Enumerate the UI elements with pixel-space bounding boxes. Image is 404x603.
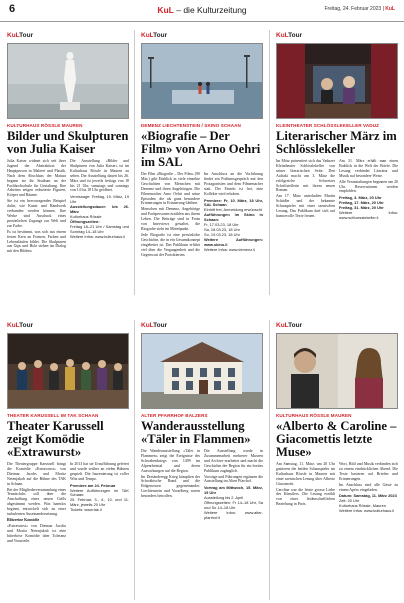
info-line: Sa, 18.03.23, 18 Uhr — [204, 226, 240, 232]
issue-date: Freitag, 24. Februar 2023 | KuL — [324, 6, 395, 12]
paragraph: Die Ausstellung wurde in Zusammenarbeit mehrerer Museen und Archive erarbeitet und macht die Geschichte der Region für ein breites Publikum zugänglich. — [204, 449, 263, 473]
kicker-tour: Tour — [19, 322, 34, 329]
kicker-tour: Tour — [19, 32, 34, 39]
column-divider — [269, 320, 270, 600]
info-line: Ausstellungsdauer: bis 26. März — [70, 204, 129, 215]
kicker-brand: KuL — [141, 32, 154, 39]
body-column — [141, 449, 200, 521]
info-line: Premiere: Fr, 10. März, 18 Uhr, SAL Schaan — [204, 197, 263, 208]
article-theater-karussell — [7, 322, 129, 545]
body-column — [70, 462, 129, 545]
kul-tour-kicker — [141, 32, 263, 41]
pfarrhof-building-photo — [141, 333, 263, 409]
page-number: 6 — [9, 3, 16, 15]
article-overline: KULTURHAUS RÖSSLE MAUREN — [7, 123, 83, 128]
kicker-brand: KuL — [276, 32, 289, 39]
stage-photo — [276, 43, 398, 119]
sculpture-photo — [7, 43, 129, 119]
info-link[interactable]: Weitere Infos: www.demenz.li — [204, 246, 255, 252]
article-headline: «Alberto & Caroline – Giacomettis letzte Muse» — [276, 419, 397, 459]
paragraph: Jede Biografie ist eine persönliche Geschichte, die in ein Gesamtkonzept eingebettet ist. Das Publikum erfährt viel über die Vergangenheit und die Gegenwart der Porträtierten. — [141, 232, 200, 257]
paragraph: Bei der Mitgliederversammlung eines Tennisclubs soll über die Anschaffung eines neuen Grills abgestimmt werden. Was harmlos beginnt, entwickelt sich zu einer turbulenten Auseinandersetzung. — [7, 487, 66, 517]
paragraph: Im Dreiänderegg Krieg kämpften der Schwäbische Bund und die Eidgenossen gegeneinander. Liechtenstein und Vorarlberg waren besonders betroffen. — [141, 474, 200, 499]
event-info — [204, 199, 263, 253]
paragraph: Am 17. März unterhalten Martin Schädler und der bekannte Schauspieler mit einer szenischen Lesung. Das Publikum darf sich auf humorvolle Texte freuen. — [276, 194, 335, 218]
info-line: Aufführungen im Skino in Schaan: — [204, 212, 263, 223]
film-still-photo — [141, 43, 263, 119]
kul-tour-kicker — [7, 322, 129, 331]
paragraph: Am 31. März erhält man einen Einblick in die Welt der Briefe. Die Lesung verbindet Literatur und Musik auf besondere Weise. — [339, 159, 398, 178]
body-column — [70, 159, 129, 255]
body-column — [339, 159, 398, 221]
info-link[interactable]: Weitere Infos: www.kulturhaus.li — [70, 233, 126, 239]
article-alberto-caroline — [276, 322, 398, 514]
body-column — [204, 449, 263, 521]
body-column — [339, 462, 398, 514]
info-line: Eintritt frei, Anmeldung erwünscht — [204, 207, 262, 213]
info-link[interactable]: Weitere Infos: www.schloesslekeller.li — [339, 210, 398, 220]
paragraph: Alle Veranstaltungen beginnen um 20 Uhr. Reservationen werden empfohlen. — [339, 179, 398, 194]
body-column — [7, 159, 66, 255]
info-line: Öffnungszeiten: Fr 14–18 Uhr, Sa und So 14–18 Uhr — [204, 500, 263, 510]
info-line: Kulturhaus Rössle, Mauren — [339, 503, 386, 509]
info-line: Vortrag am Mittwoch, 15. März, 19 Uhr — [204, 485, 263, 496]
paragraph: In 2013 hat sie Uraufführung gefeiert und wurde seither an vielen Bühnen gespielt. Die Inszenierung ist voller Witz und Tempo. — [70, 462, 129, 481]
article-headline: «Biografie – Der Film» von Arno Oehri im SAL — [141, 129, 261, 169]
article-overline: KLEINTHEATER SCHLÖSSLEKELLER VADUZ — [276, 123, 380, 128]
article-body — [7, 462, 129, 545]
body-column — [276, 462, 335, 514]
body-column — [7, 462, 66, 545]
subheading: Blitzreine Komödie — [7, 517, 40, 522]
paragraph: «Extrawurst» von Dietmar Jacobs und Moritz Netenjakob ist eine bitterböse Komödie über Toleranz und Vorurteile. — [7, 523, 66, 543]
kicker-brand: KuL — [7, 322, 20, 329]
kicker-brand: KuL — [276, 322, 289, 329]
article-overline: KULTURHAUS RÖSSLE MAUREN — [276, 413, 352, 418]
paragraph: Die Theatergruppe Karussell bringt die Komödie «Extrawurst» von Dietmar Jacobs und Moritz Netenjakob auf die Bühne des TAK in Schaan. — [7, 462, 66, 486]
info-link[interactable]: Tickets: www.tak.li — [70, 507, 102, 513]
event-info — [339, 196, 398, 221]
info-line: Öffnungszeiten: — [70, 218, 100, 224]
info-line: Weitere Aufführungen im TAK Schaan: — [70, 487, 129, 498]
event-info — [70, 195, 129, 239]
info-line: Freitag, 31. März, 20 Uhr — [339, 205, 384, 211]
paragraph: Julia Kaiser widmet sich seit ihrer Jugend der Abstraktion der Hauptperson in Malerei und Plastik. Nach dem Abschluss der Matura begann sie ihr Studium an der Fachhochschule für Gestaltung. Ihre Arbeiten zeigen reduzierte Figuren, Körper und Räume. — [7, 159, 66, 198]
theater-ensemble-photo — [7, 333, 129, 409]
paragraph: Die Wanderausstellung «Täler in Flammen» zeigt die Ereignisse des Schwabenkriegs von 1499 im Alpenrheintal und deren Auswirkungen auf die Region. — [141, 449, 200, 473]
article-julia-kaiser — [7, 32, 129, 255]
paragraph: Im März präsentiert sich das Vaduzer Kleintheater Schlösslekeller von seiner literarischen Seite. Den Auftakt macht am 3. März die erfolgreiche Schweizer Schriftstellerin mit ihrem neuen Roman. — [276, 159, 335, 193]
paragraph: Der Film «Biografie – Der Film» (90 Min.) gibt Einblick in viele einzelne Geschichten von Menschen mit Demenz und ihren Angehörigen. Die Filmemacher Arno Oehri und seine Episoden, die als ganz besondere Erinnerungen in Erinnerung bleiben. — [141, 172, 200, 206]
info-line: Freitag 18–21 Uhr / Samstag und Sonntag 14–18 Uhr — [70, 223, 129, 234]
column-divider — [134, 30, 135, 295]
column-divider — [269, 30, 270, 295]
article-headline: Wanderausstellung «Täler in Flammen» — [141, 419, 251, 446]
body-column — [204, 172, 263, 258]
article-overline: ALTER PFARRHOF BALZERS — [141, 413, 208, 418]
paragraph: Caroline war die letzte grosse Liebe des Künstlers. Die Lesung erzählt von einer leidenschaftlichen Beziehung in Paris. — [276, 487, 335, 507]
article-body — [7, 159, 129, 255]
info-line: Kulturhaus Rössle — [70, 213, 102, 219]
info-line: Freitag, 17. März, 20 Uhr — [339, 200, 384, 206]
kicker-tour: Tour — [153, 322, 168, 329]
article-headline: Literarischer März im Schlösslekeller — [276, 129, 397, 156]
paragraph: Am Samstag, 11. März, um 20 Uhr gastieren die beiden Schauspieler im Kulturhaus Rössle in Mauren mit einer szenischen Lesung über Alberto Giacometti. — [276, 462, 335, 486]
kul-tour-kicker — [276, 322, 398, 331]
info-line: So, 19.03.23, 18 Uhr — [204, 231, 240, 237]
event-info — [339, 494, 398, 514]
info-link[interactable]: Weitere Infos: www.alter-pfarrhof.li — [204, 509, 263, 520]
article-body — [141, 172, 263, 258]
article-body — [276, 159, 398, 221]
info-line: Fr, 17.03.23, 18 Uhr — [204, 222, 239, 228]
issue-date-brand: KuL — [385, 6, 395, 12]
article-headline: Theater Karussell zeigt Komödie «Extrawurst» — [7, 419, 104, 459]
kicker-tour: Tour — [288, 32, 303, 39]
article-literarischer-maerz — [276, 32, 398, 221]
section-subtitle: – die Kulturzeitung — [173, 5, 247, 15]
paragraph: Menschen mit Demenz, Angehörige und Fachpersonen erzählen aus ihrem Leben. Die Beiträge sind in Form von Interviews gestaltet, die Biografie steht im Mittelpunkt. — [141, 207, 200, 231]
paragraph: Wort, Bild und Musik verbinden sich zu einem eindrücklichen Abend. Die Texte basieren auf Briefen und Erinnerungen. — [339, 462, 398, 481]
paragraph: Im Anschluss an die Vorführung findet ein Podiumsgespräch mit den Protagonisten und dem Filmemacher statt. Der Eintritt ist frei, eine Kollekte wird erhoben. — [204, 172, 263, 196]
info-line: Zeit: 20 Uhr — [339, 498, 360, 504]
info-line: Freitag, 3. März, 20 Uhr — [339, 195, 382, 201]
info-line: Ausstellung bis 2. April — [204, 495, 244, 501]
brand-logo: KuL — [157, 5, 174, 15]
kicker-tour: Tour — [153, 32, 168, 39]
info-link[interactable]: Weitere Infos: www.kulturhaus.li — [339, 508, 395, 514]
paragraph: Vorträge und Führungen ergänzen die Ausstellung im Alten Pfarrhof. — [204, 474, 263, 484]
paragraph: Im Anschluss sind alle Gäste zu einem Apéro eingeladen. — [339, 482, 398, 492]
article-overline: DEMENZ LIECHTENSTEIN / SKINO SCHAAN — [141, 123, 241, 128]
event-info — [204, 486, 263, 520]
paragraph: Es ist bestimmt, was sich aus einem festen Kern an Formen, Farben und Lebensläufen bildet. Die Skulpturen aus Gips und Holz stehen im Dialog mit den Bildern. — [7, 229, 66, 254]
article-taeler-in-flammen — [141, 322, 263, 521]
article-body — [276, 462, 398, 514]
performers-photo — [276, 333, 398, 409]
kicker-brand: KuL — [141, 322, 154, 329]
article-biografie-film — [141, 32, 263, 258]
article-body — [141, 449, 263, 521]
info-line: Datum: Samstag, 11. März 2023 — [339, 493, 397, 499]
page-header — [0, 0, 404, 22]
kul-tour-kicker — [7, 32, 129, 41]
event-info — [70, 484, 129, 513]
paragraph: Sie ist ein hervorragendes Beispiel dafür, wie Kunst und Handwerk verbunden werden können. Ihre Werke sind Ausdruck eines persönlichen Zugangs zur Welt und zur Farbe. — [7, 199, 66, 228]
body-column — [276, 159, 335, 221]
kicker-tour: Tour — [288, 322, 303, 329]
article-overline: THEATER KARUSSELL IM TAK SCHAAN — [7, 413, 99, 418]
kicker-brand: KuL — [7, 32, 20, 39]
paragraph: Die Ausstellung «Bilder und Skulpturen von Julia Kaiser» ist im Kulturhaus Rössle in Mauren zu sehen. Die Ausstellung dauert bis 26. März und ist jeweils freitags von 18 bis 21 Uhr, samstags und sonntags von 14 bis 18 Uhr geöffnet. — [70, 159, 129, 193]
info-line: 25. Februar, 3., 4., 10. und 11. März, jeweils 20 Uhr — [70, 497, 129, 508]
kul-tour-kicker — [141, 322, 263, 331]
body-column — [141, 172, 200, 258]
issue-date-text: Freitag, 24. Februar 2023 — [324, 6, 382, 12]
kul-tour-kicker — [276, 32, 398, 41]
info-link[interactable]: Weitere Aufführungen: www.skino.li — [204, 236, 263, 247]
column-divider — [134, 320, 135, 600]
info-line: Vernissage: Freitag, 10. März, 19 Uhr — [70, 194, 129, 205]
info-line: Premiere am 24. Februar — [70, 482, 116, 488]
article-headline: Bilder und Skulpturen von Julia Kaiser — [7, 129, 129, 156]
